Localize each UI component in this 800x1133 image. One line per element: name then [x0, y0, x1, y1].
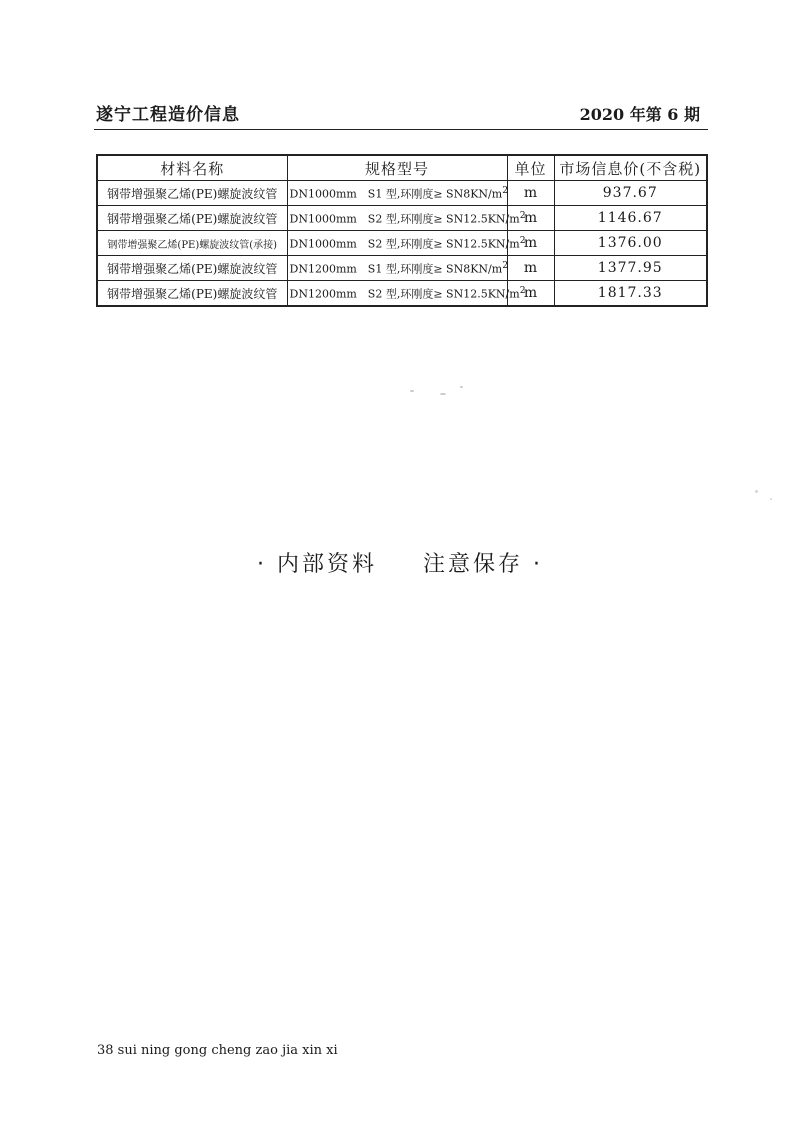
- unit-cell: m: [507, 256, 554, 281]
- column-header-price: 市场信息价(不含税): [554, 155, 707, 181]
- spec-superscript: 2: [502, 259, 509, 271]
- price-cell: 1376.00: [554, 231, 707, 256]
- material-name-cell: 钢带增强聚乙烯(PE)螺旋波纹管: [97, 281, 287, 307]
- column-header-material-name: 材料名称: [97, 155, 287, 181]
- issue-number: 2020 年第 6 期: [579, 105, 700, 124]
- spec-superscript: 2: [519, 284, 526, 296]
- spec-cell: [287, 281, 526, 307]
- unit-cell: m: [507, 281, 554, 307]
- scan-speck: [410, 390, 414, 392]
- table-header-row: [97, 155, 707, 181]
- scan-speck: [440, 393, 446, 395]
- price-cell: 1817.33: [554, 281, 707, 307]
- spec-superscript: 2: [519, 234, 526, 246]
- table-row: [97, 206, 707, 231]
- unit-cell: m: [507, 206, 554, 231]
- spec-cell: [287, 256, 507, 281]
- material-name-cell: 钢带增强聚乙烯(PE)螺旋波纹管: [97, 256, 287, 281]
- spec-text: DN1200mm S1 型,环刚度≥ SN8KN/m: [289, 262, 503, 276]
- notice-keep-safe: 注意保存 ·: [423, 552, 543, 577]
- spec-cell: [287, 231, 526, 256]
- column-header-spec: 规格型号: [287, 155, 507, 181]
- scan-speck: [460, 386, 463, 388]
- price-cell: 1377.95: [554, 256, 707, 281]
- spec-text: DN1000mm S2 型,环刚度≥ SN12.5KN/m: [289, 212, 520, 226]
- column-header-unit: 单位: [507, 155, 554, 181]
- spec-text: DN1000mm S1 型,环刚度≥ SN8KN/m: [289, 187, 503, 201]
- material-name-cell: 钢带增强聚乙烯(PE)螺旋波纹管: [97, 181, 287, 206]
- spec-superscript: 2: [502, 184, 509, 196]
- spec-cell: [287, 206, 526, 231]
- spec-cell: [287, 181, 507, 206]
- material-name-cell: 钢带增强聚乙烯(PE)螺旋波纹管: [97, 206, 287, 231]
- table-row: [97, 256, 707, 281]
- table-row: [97, 181, 707, 206]
- publication-title: 遂宁工程造价信息: [96, 105, 240, 125]
- unit-cell: m: [507, 231, 554, 256]
- table-row: [97, 281, 707, 307]
- spec-text: DN1200mm S2 型,环刚度≥ SN12.5KN/m: [289, 287, 520, 301]
- spec-text: DN1000mm S2 型,环刚度≥ SN12.5KN/m: [289, 237, 520, 251]
- page-footer: 38 sui ning gong cheng zao jia xin xi: [97, 1043, 338, 1058]
- scan-speck: [770, 498, 772, 500]
- notice-internal-material: · 内部资料: [257, 552, 377, 577]
- scan-speck: [755, 490, 758, 493]
- material-name-cell: 钢带增强聚乙烯(PE)螺旋波纹管(承接): [97, 231, 287, 256]
- table-row: [97, 231, 707, 256]
- internal-notice: [0, 547, 800, 578]
- price-cell: 937.67: [554, 181, 707, 206]
- header-divider: [94, 129, 708, 130]
- spec-superscript: 2: [519, 209, 526, 221]
- unit-cell: m: [507, 181, 554, 206]
- price-cell: 1146.67: [554, 206, 707, 231]
- price-table: [96, 154, 708, 307]
